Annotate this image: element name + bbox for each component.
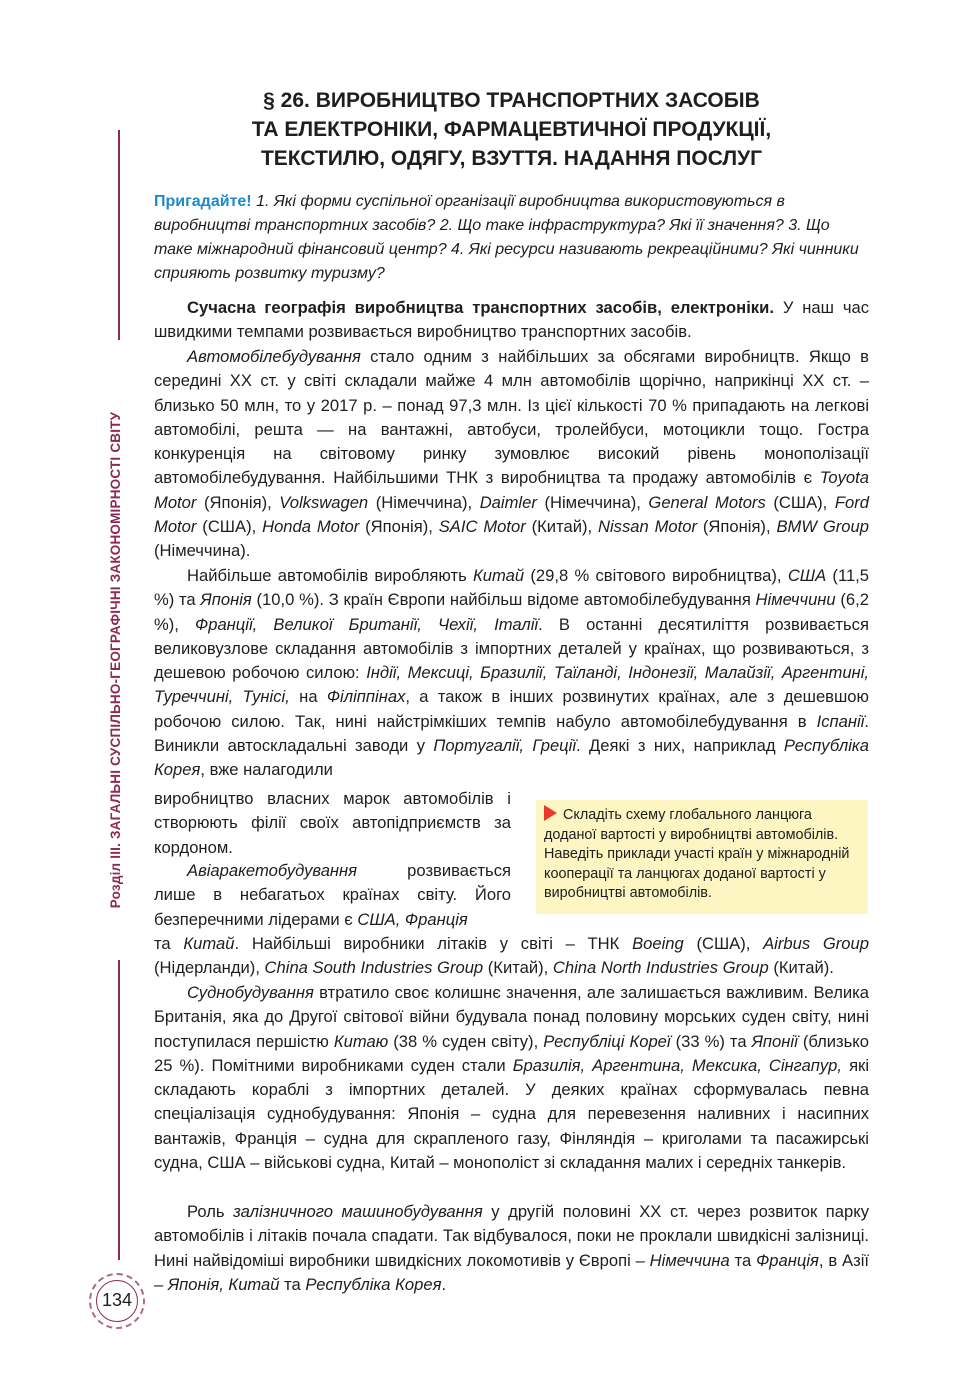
emphasis-text: США, Франція [357,909,468,929]
emphasis-text: General Motors [648,492,766,512]
emphasis-text: Республіка Корея [305,1274,442,1294]
text-run: та [154,934,184,953]
emphasis-text: SAIC Motor [438,516,526,536]
emphasis-text: Філіппінах [326,687,406,707]
recall-text: 1. Які форми суспільної організації виробництва використовуються в виробництві транспортних засобів? 2. Що таке інфраструктура? Які її значення? 3. Що таке міжнародний фінансовий центр? 4. Які ресурси називають рекреаційними? Які чинники сприяють розвитку туризму? [154,193,859,282]
text-run: (10,0 %). З країн Європи найбільш відоме автомобілебудування [251,590,756,610]
text-run: , а також в інших розвинутих країнах, але з дешевшою робочою силою. Так, нині найстрімкіших темпів набуло автомобілебудування в [154,687,869,731]
emphasis-text: Німеччини [755,590,836,610]
text-run: (Японія), [196,492,280,512]
emphasis-text: Honda Motor [262,516,360,536]
paragraph-aerospace-cont [154,932,869,981]
sidebar-divider-bottom [118,960,120,1260]
emphasis-text: Китаю [333,1031,389,1051]
text-run: (6,2 %), [154,590,869,634]
paragraph-intro [154,296,869,345]
text-run: (38 % суден світу), [388,1031,544,1051]
task-callout [536,800,868,914]
emphasis-text: Китай [472,566,525,585]
text-run: (США), [765,492,835,512]
emphasis-text: Індії, Мексиці, Бразилії, Таїланді, Індонезії, Малайзії, Аргентині, Туреччині, Тунісі, [154,663,869,707]
paragraph-aerospace [154,859,511,932]
text-run: . [441,1274,447,1294]
text-run: (Нідерланди), [154,958,265,978]
text-run: та [279,1274,306,1294]
emphasis-text: США [787,566,827,585]
emphasis-text: Іспанії [816,711,865,731]
emphasis-text: BMW Group [776,516,869,536]
title-line-3: ТЕКСТИЛЮ, ОДЯГУ, ВЗУТТЯ. НАДАННЯ ПОСЛУГ [260,147,763,170]
emphasis-text: Японія [200,590,252,610]
emphasis-text: Boeing [632,934,684,953]
recall-questions [154,190,869,286]
text-run: (Японія), [697,516,777,536]
text-run: Найбільше автомобілів виробляють [187,566,473,585]
text-run: (33 %) та [670,1031,752,1051]
text-run: . Виникли автоскладальні заводи у [154,711,869,755]
page-number-badge [86,1270,148,1332]
text-run: стало одним з найбільших за обсягами виробництв. Якщо в середині ХХ ст. у світі складали майже 4 млн автомобілів щорічно, наприкінці ХХ ст. – близько 50 млн, то у 2017 р. – понад 97,3 млн. Із цієї кількості 70 % припадають на легкові автомобілі, решта — на вантажні, автобуси, тролейбуси, мотоцикли тощо. Гостра конкуренція на світовому ринку зумовлює високий рівень монополізації автомобілебудування. Найбільшими ТНК з виробництва та продажу автомобілів є [154,347,869,488]
paragraph-car-producers [154,564,869,782]
emphasis-text: China South Industries Group [264,958,484,978]
emphasis-text: Ford Motor [154,492,869,536]
text-run: . В останні десятиліття розвивається великовузлове складання автомобілів з імпортних деталей у країнах, що розвиваються, з дешевою робочою силою: [154,614,869,682]
emphasis-text: Toyota Motor [154,468,869,512]
text-run: (Китай). [768,958,834,978]
text-run: Роль [187,1202,234,1221]
text-run: (11,5 %) та [154,566,870,610]
emphasis-text: Японія, Китай [167,1274,280,1294]
text-run: у другій половині ХХ ст. через розвиток парку автомобілів і літаків почала спадати. Так відбувалося, поки не проклали швидкісні залізниці. Нині найвідоміші виробники швидкісних локомотивів у Європі – [154,1202,869,1270]
paragraph-automotive [154,345,869,563]
text-run: , вже налагодили [200,760,333,779]
text-run: , в Азії – [154,1250,869,1294]
text-run: (Німеччина), [368,492,480,512]
emphasis-text: Республіка Корея [154,735,869,779]
emphasis-text: Японії [751,1031,798,1051]
emphasis-text: Суднобудування [187,983,314,1002]
emphasis-text: Airbus Group [763,934,869,953]
page-number: 134 [101,1290,133,1310]
emphasis-text: залізничного машинобудування [233,1202,483,1221]
paragraph-shipbuilding [154,981,869,1175]
emphasis-text: Франції, Великої Британії, Чехії, Італії [195,614,539,634]
text-run: та [729,1250,757,1270]
task-text: Складіть схему глобального ланцюга доданої вартості у виробництві автомобілів. Наведіть приклади участі країн у міжнародній кооперації та ланцюгах доданої вартості у виробництві автомобілів. [544,807,850,902]
text-run: (США), [683,934,764,953]
emphasis-text: Бразилія, Аргентина, Мексика, Сінгапур, [512,1055,842,1075]
text-run: втратило своє колишнє значення, але залишається важливим. Велика Британія, яка до Другої світової війни будувала понад половину морських суден світу, нині поступилася першістю [154,983,869,1051]
emphasis-text: Авіаракетобудування [187,861,358,880]
text-run: . Найбільші виробники літаків у світі – ТНК [234,934,633,953]
emphasis-text: Німеччина [649,1250,730,1270]
text-run: розвивається лише в небагатьох країнах світу. Його безперечними лідерами є [154,861,511,929]
title-line-2: ТА ЕЛЕКТРОНІКИ, ФАРМАЦЕВТИЧНОЇ ПРОДУКЦІЇ, [251,118,772,141]
text-run: (29,8 % світового виробництва), [524,566,788,585]
section-label: Розділ III. ЗАГАЛЬНІ СУСПІЛЬНО-ГЕОГРАФІЧНІ ЗАКОНОМІРНОСТІ СВІТУ [108,411,123,909]
paragraph-railway [154,1200,869,1297]
text-run: виробництво власних марок автомобілів і створюють філії своїх автопідприємств за кордоном. [154,789,511,857]
text-run: У наш час швидкими темпами розвивається виробництво транспортних засобів. [154,298,869,342]
bold-heading-text: Сучасна географія виробництва транспортних засобів, електроніки. [187,298,774,317]
emphasis-text: Daimler [479,492,537,512]
title-line-1: § 26. ВИРОБНИЦТВО ТРАНСПОРТНИХ ЗАСОБІВ [263,89,760,112]
emphasis-text: Автомобілебудування [187,347,361,366]
emphasis-text: Nissan Motor [597,516,697,536]
text-run: (Німеччина), [536,492,649,512]
text-run: (Німеччина). [154,541,251,560]
text-run: на [289,687,327,707]
emphasis-text: Франція [756,1250,819,1270]
emphasis-text: Китай [183,934,235,953]
emphasis-text: Volkswagen [279,492,369,512]
section-title [154,86,869,173]
text-run: . Деякі з них, наприклад [576,735,784,755]
text-run: (Японія), [359,516,439,536]
sidebar-divider-top [118,130,120,340]
emphasis-text: Республіці Кореї [543,1031,671,1051]
emphasis-text: Португалії, Греції [433,735,577,755]
text-run: (США), [196,516,263,536]
emphasis-text: China North Industries Group [552,958,769,978]
text-run: (Китай), [525,516,598,536]
paragraph-car-producers-cont [154,787,511,860]
text-run: які складають кораблі з імпортних деталей. У деяких країнах сформувалась певна спеціалізація суднобудування: Японія – судна для перевезення наливних і насипних вантажів, Франція – судна для скрапленого газу, Фінляндія – криголами та пасажирські судна, США – військові судна, Китай – монополіст зі складання малих і середніх танкерів. [154,1055,870,1172]
task-marker-icon [544,805,557,821]
text-run: (Китай), [483,958,553,978]
text-run: (близько 25 %). Помітними виробниками суден стали [154,1031,869,1075]
recall-label: Пригадайте! [154,193,252,210]
